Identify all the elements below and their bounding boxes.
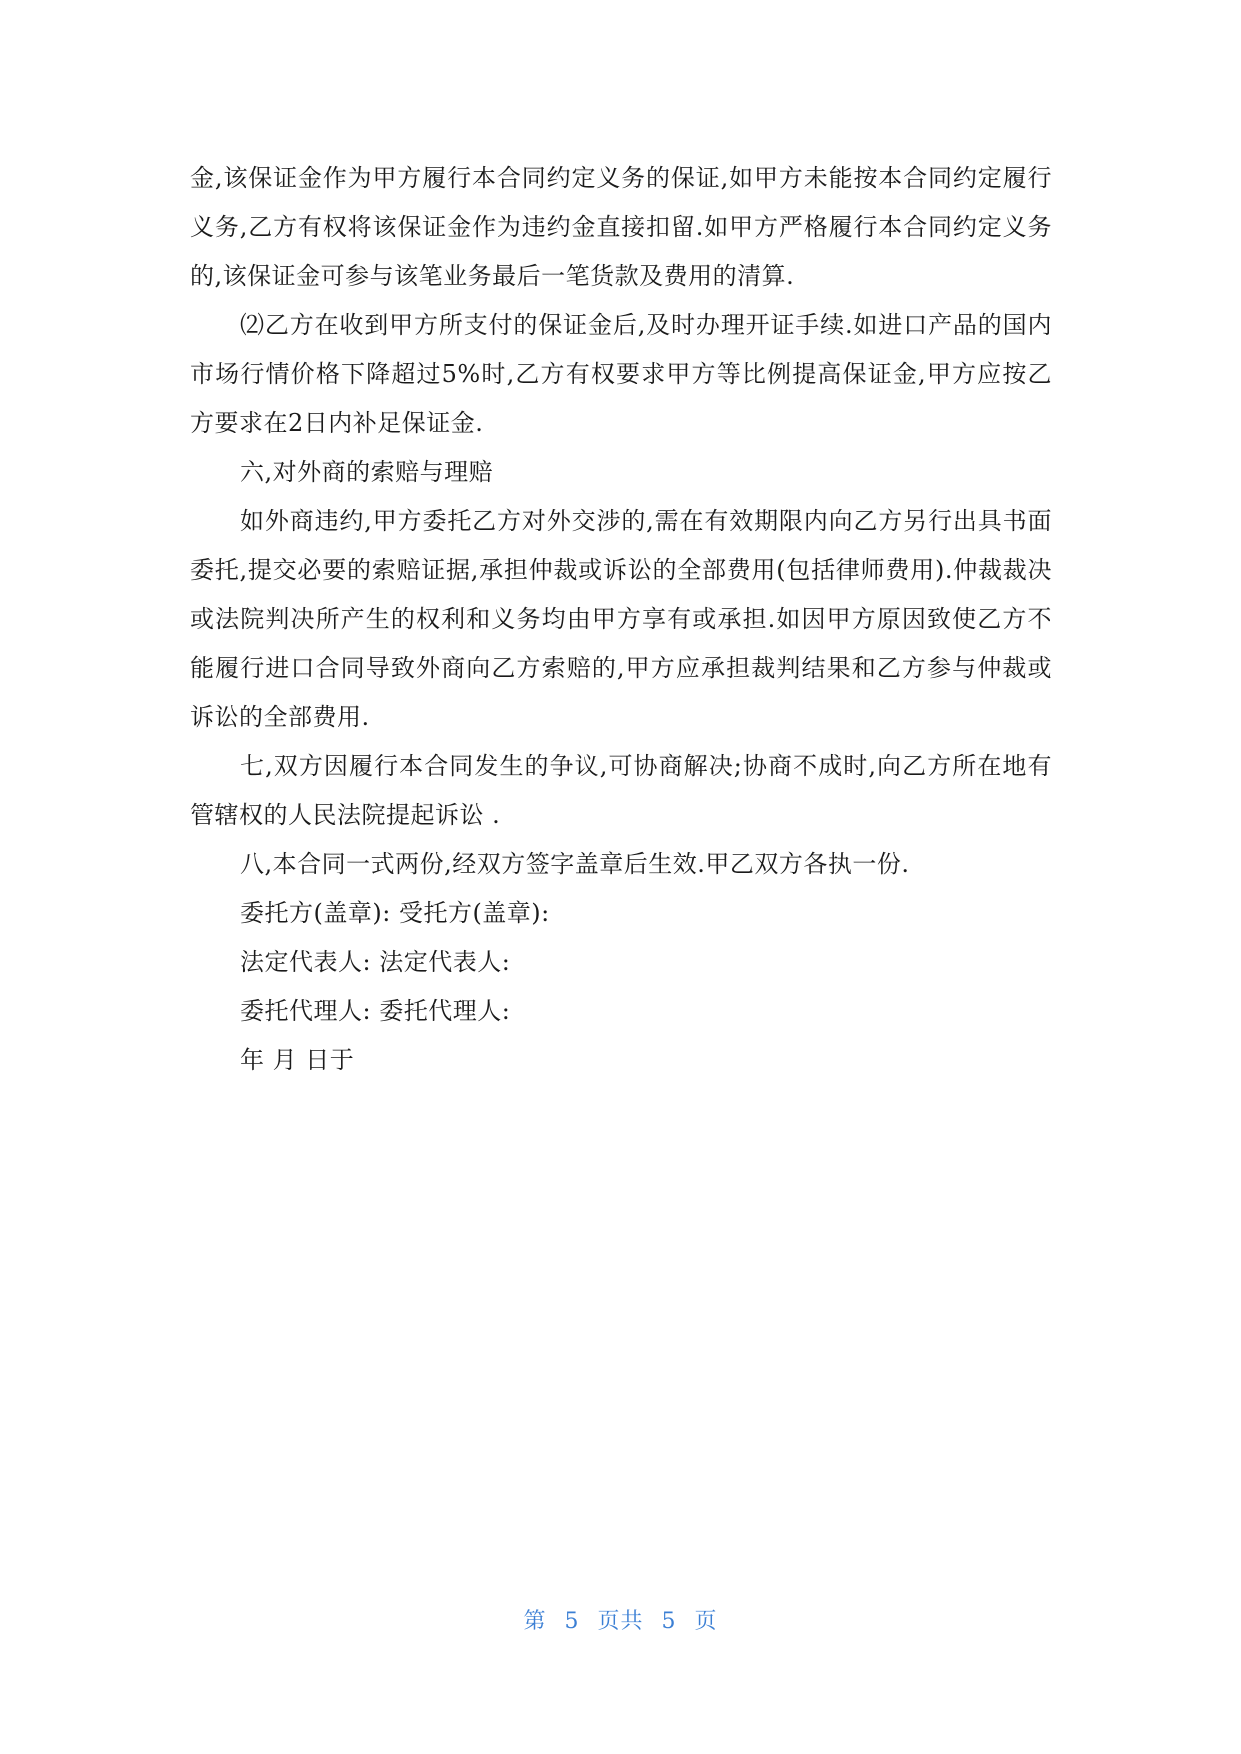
- paragraph-claims: 如外商违约,甲方委托乙方对外交涉的,需在有效期限内向乙方另行出具书面委托,提交必要的索赔证据,承担仲裁或诉讼的全部费用(包括律师费用).仲裁裁决或法院判决所产生的权利和义务均由甲方享有或承担.如因甲方原因致使乙方不能履行进口合同导致外商向乙方索赔的,甲方应承担裁判结果和乙方参与仲裁或诉讼的全部费用.: [190, 507, 1052, 731]
- signature-date-line: 年 月 日于: [240, 1046, 355, 1074]
- paragraph-copies: 八,本合同一式两份,经双方签字盖章后生效.甲乙双方各执一份.: [240, 850, 910, 878]
- footer-middle: 页共: [597, 1609, 644, 1634]
- paragraph-deposit-clause: 金,该保证金作为甲方履行本合同约定义务的保证,如甲方未能按本合同约定履行义务,乙方有权将该保证金作为违约金直接扣留.如甲方严格履行本合同约定义务的,该保证金可参与该笔业务最后一笔货款及费用的清算.: [190, 164, 1052, 290]
- document-body: [190, 154, 1052, 1085]
- footer-suffix: 页: [694, 1609, 718, 1634]
- signature-agent-line: 委托代理人: 委托代理人:: [240, 997, 511, 1025]
- signature-legal-rep-line: 法定代表人: 法定代表人:: [240, 948, 511, 976]
- signature-seal-line: 委托方(盖章): 受托方(盖章):: [240, 899, 550, 927]
- paragraph-letter-of-credit: ⑵乙方在收到甲方所支付的保证金后,及时办理开证手续.如进口产品的国内市场行情价格下降超过5%时,乙方有权要求甲方等比例提高保证金,甲方应按乙方要求在2日内补足保证金.: [190, 311, 1052, 437]
- footer-prefix: 第: [523, 1609, 547, 1634]
- page-footer: [0, 1604, 1241, 1635]
- section-heading-claims: 六,对外商的索赔与理赔: [240, 458, 494, 486]
- paragraph-disputes: 七,双方因履行本合同发生的争议,可协商解决;协商不成时,向乙方所在地有管辖权的人民法院提起诉讼 .: [190, 752, 1052, 829]
- footer-total-pages: 5: [661, 1609, 677, 1634]
- footer-current-page: 5: [564, 1609, 580, 1634]
